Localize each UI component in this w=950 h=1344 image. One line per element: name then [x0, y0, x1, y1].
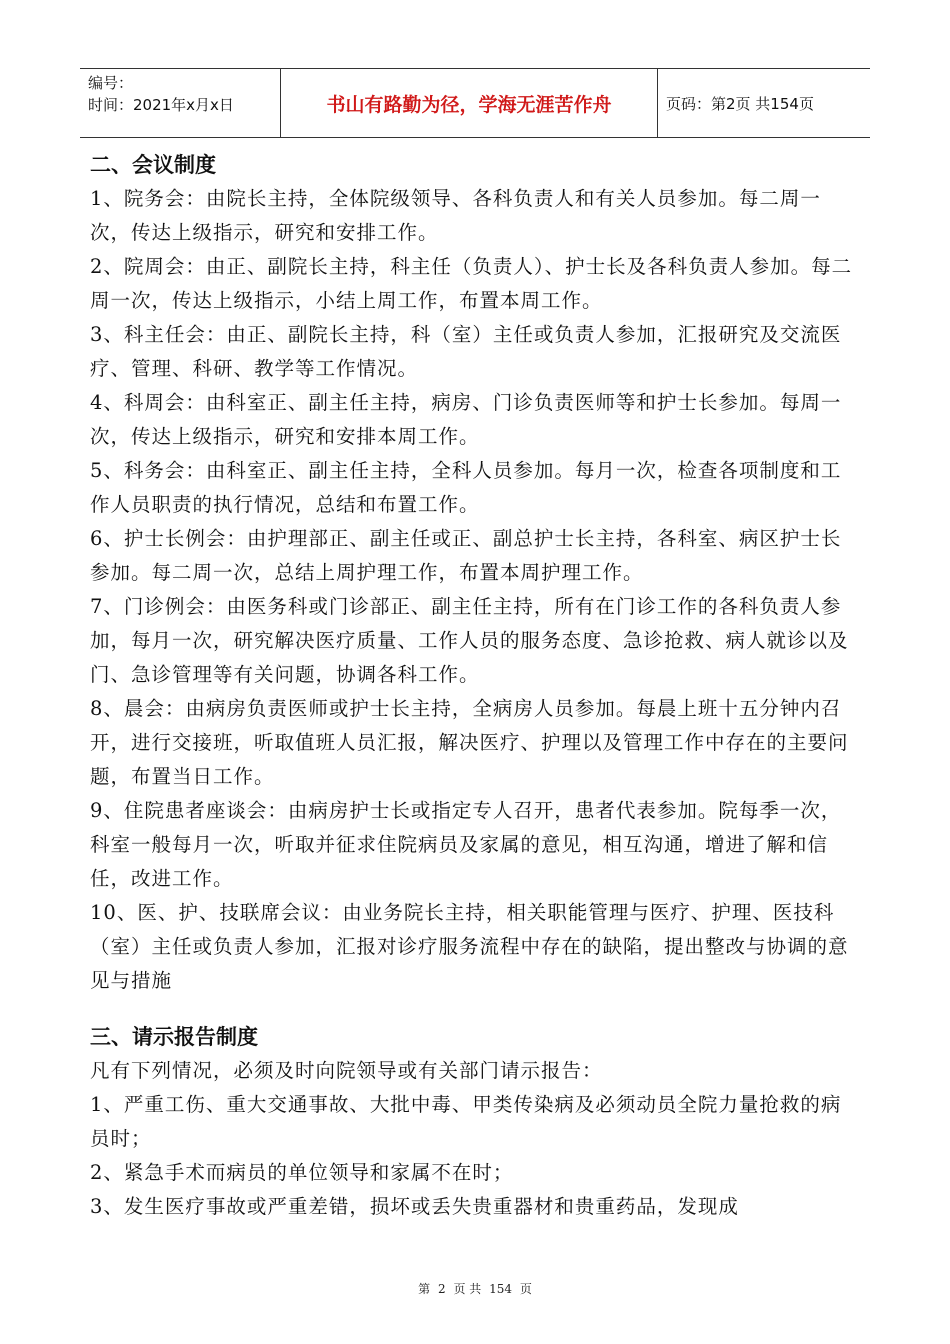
paragraph: 1、严重工伤、重大交通事故、大批中毒、甲类传染病及必须动员全院力量抢救的病员时；	[90, 1093, 842, 1150]
page-header	[80, 68, 870, 138]
header-page-info: 页码：第2页 共154页	[666, 94, 814, 113]
paragraph: 4、科周会：由科室正、副主任主持，病房、门诊负责医师等和护士长参加。每周一次，传达上级指示，研究和安排本周工作。	[90, 391, 842, 448]
paragraph: 3、发生医疗事故或严重差错，损坏或丢失贵重器材和贵重药品，发现成	[90, 1195, 739, 1218]
footer-suffix: 页	[519, 1282, 532, 1296]
paragraph: 9、住院患者座谈会：由病房护士长或指定专人召开，患者代表参加。院每季一次，科室一般每月一次，听取并征求住院病员及家属的意见，相互沟通，增进了解和信任，改进工作。	[90, 799, 842, 890]
paragraph: 2、紧急手术而病员的单位领导和家属不在时；	[90, 1161, 514, 1184]
section-meetings	[90, 148, 860, 998]
paragraph: 8、晨会：由病房负责医师或护士长主持，全病房人员参加。每晨上班十五分钟内召开，进行交接班，听取值班人员汇报，解决医疗、护理以及管理工作中存在的主要问题，布置当日工作。	[90, 697, 849, 788]
paragraph: 6、护士长例会：由护理部正、副主任或正、副总护士长主持，各科室、病区护士长参加。每二周一次，总结上周护理工作，布置本周护理工作。	[90, 527, 842, 584]
number-label: 编号：	[88, 74, 134, 92]
footer-total-pages: 154	[489, 1282, 513, 1296]
paragraph: 1、院务会：由院长主持，全体院级领导、各科负责人和有关人员参加。每二周一次，传达上级指示，研究和安排工作。	[90, 187, 821, 244]
footer-page-number: 2	[437, 1282, 446, 1296]
header-meta	[80, 69, 280, 137]
date-line: 时间：2021年x月x日	[88, 96, 234, 114]
document-body	[90, 148, 860, 1224]
paragraph: 2、院周会：由正、副院长主持，科主任（负责人）、护士长及各科负责人参加。每二周一次，传达上级指示，小结上周工作，布置本周工作。	[90, 255, 853, 312]
page-footer	[0, 1280, 950, 1297]
footer-prefix: 第	[418, 1282, 431, 1296]
paragraph: 7、门诊例会：由医务科或门诊部正、副主任主持，所有在门诊工作的各科负责人参加，每月一次，研究解决医疗质量、工作人员的服务态度、急诊抢救、病人就诊以及门、急诊管理等有关问题，协调各科工作。	[90, 595, 849, 686]
paragraph: 凡有下列情况，必须及时向院领导或有关部门请示报告：	[90, 1059, 603, 1082]
paragraph: 3、科主任会：由正、副院长主持，科（室）主任或负责人参加，汇报研究及交流医疗、管理、科研、教学等工作情况。	[90, 323, 842, 380]
section-title: 三、请示报告制度	[90, 1025, 258, 1049]
paragraph: 10、医、护、技联席会议：由业务院长主持，相关职能管理与医疗、护理、医技科（室）主任或负责人参加，汇报对诊疗服务流程中存在的缺陷，提出整改与协调的意见与措施	[90, 901, 849, 992]
section-reporting	[90, 1020, 860, 1224]
paragraph: 5、科务会：由科室正、副主任主持，全科人员参加。每月一次，检查各项制度和工作人员职责的执行情况，总结和布置工作。	[90, 459, 842, 516]
footer-middle: 页 共	[453, 1282, 482, 1296]
header-motto: 书山有路勤为径，学海无涯苦作舟	[280, 69, 658, 137]
section-title: 二、会议制度	[90, 153, 216, 177]
